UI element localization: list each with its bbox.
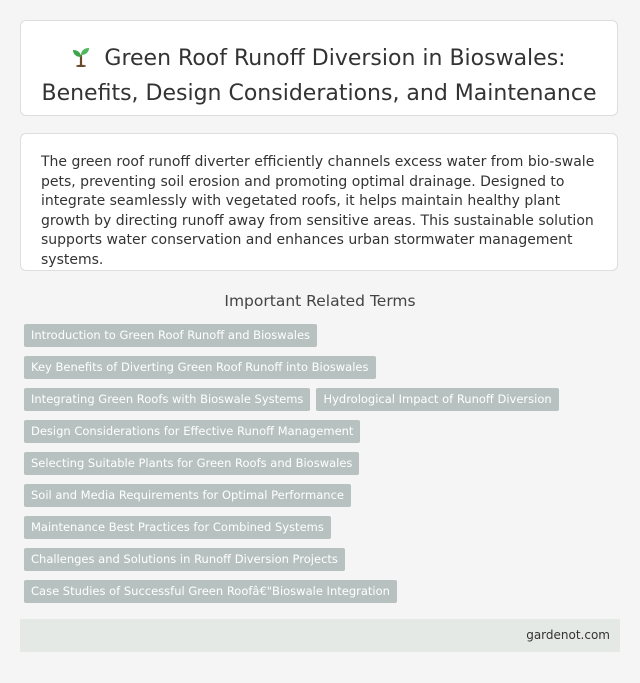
- related-term-tag[interactable]: Integrating Green Roofs with Bioswale Systems: [24, 388, 310, 411]
- footer-site-link[interactable]: gardenot.com: [526, 628, 610, 642]
- related-term-tag[interactable]: Soil and Media Requirements for Optimal Performance: [24, 484, 351, 507]
- description-text: The green roof runoff diverter efficiently channels excess water from bio-swale pets, preventing soil erosion and promoting optimal drainage. Designed to integrate seamlessly with vegetated roofs, it helps maintain healthy plant growth by directing runoff away from sensitive areas. This sustainable solution supports water conservation and enhances urban stormwater management systems.: [41, 154, 595, 268]
- title-line-1: Green Roof Runoff Diversion in Bioswales:: [104, 46, 566, 71]
- related-term-tag[interactable]: Key Benefits of Diverting Green Roof Runoff into Bioswales: [24, 356, 376, 379]
- related-term-tag[interactable]: Case Studies of Successful Green Roofâ€"Bioswale Integration: [24, 580, 397, 603]
- title-card: [20, 20, 618, 116]
- related-term-tag[interactable]: Challenges and Solutions in Runoff Diversion Projects: [24, 548, 345, 571]
- related-term-tag[interactable]: Maintenance Best Practices for Combined Systems: [24, 516, 331, 539]
- related-terms-list: [24, 324, 584, 612]
- sprout-icon: [72, 44, 90, 77]
- related-term-tag[interactable]: Introduction to Green Roof Runoff and Bioswales: [24, 324, 317, 347]
- title-line-2: Benefits, Design Considerations, and Maintenance: [41, 81, 597, 106]
- related-term-tag[interactable]: Design Considerations for Effective Runoff Management: [24, 420, 360, 443]
- related-terms-heading: Important Related Terms: [224, 292, 416, 310]
- footer: [20, 619, 620, 652]
- description-card: [20, 133, 618, 271]
- page-title: [21, 21, 617, 110]
- related-term-tag[interactable]: Selecting Suitable Plants for Green Roofs and Bioswales: [24, 452, 359, 475]
- related-term-tag[interactable]: Hydrological Impact of Runoff Diversion: [316, 388, 558, 411]
